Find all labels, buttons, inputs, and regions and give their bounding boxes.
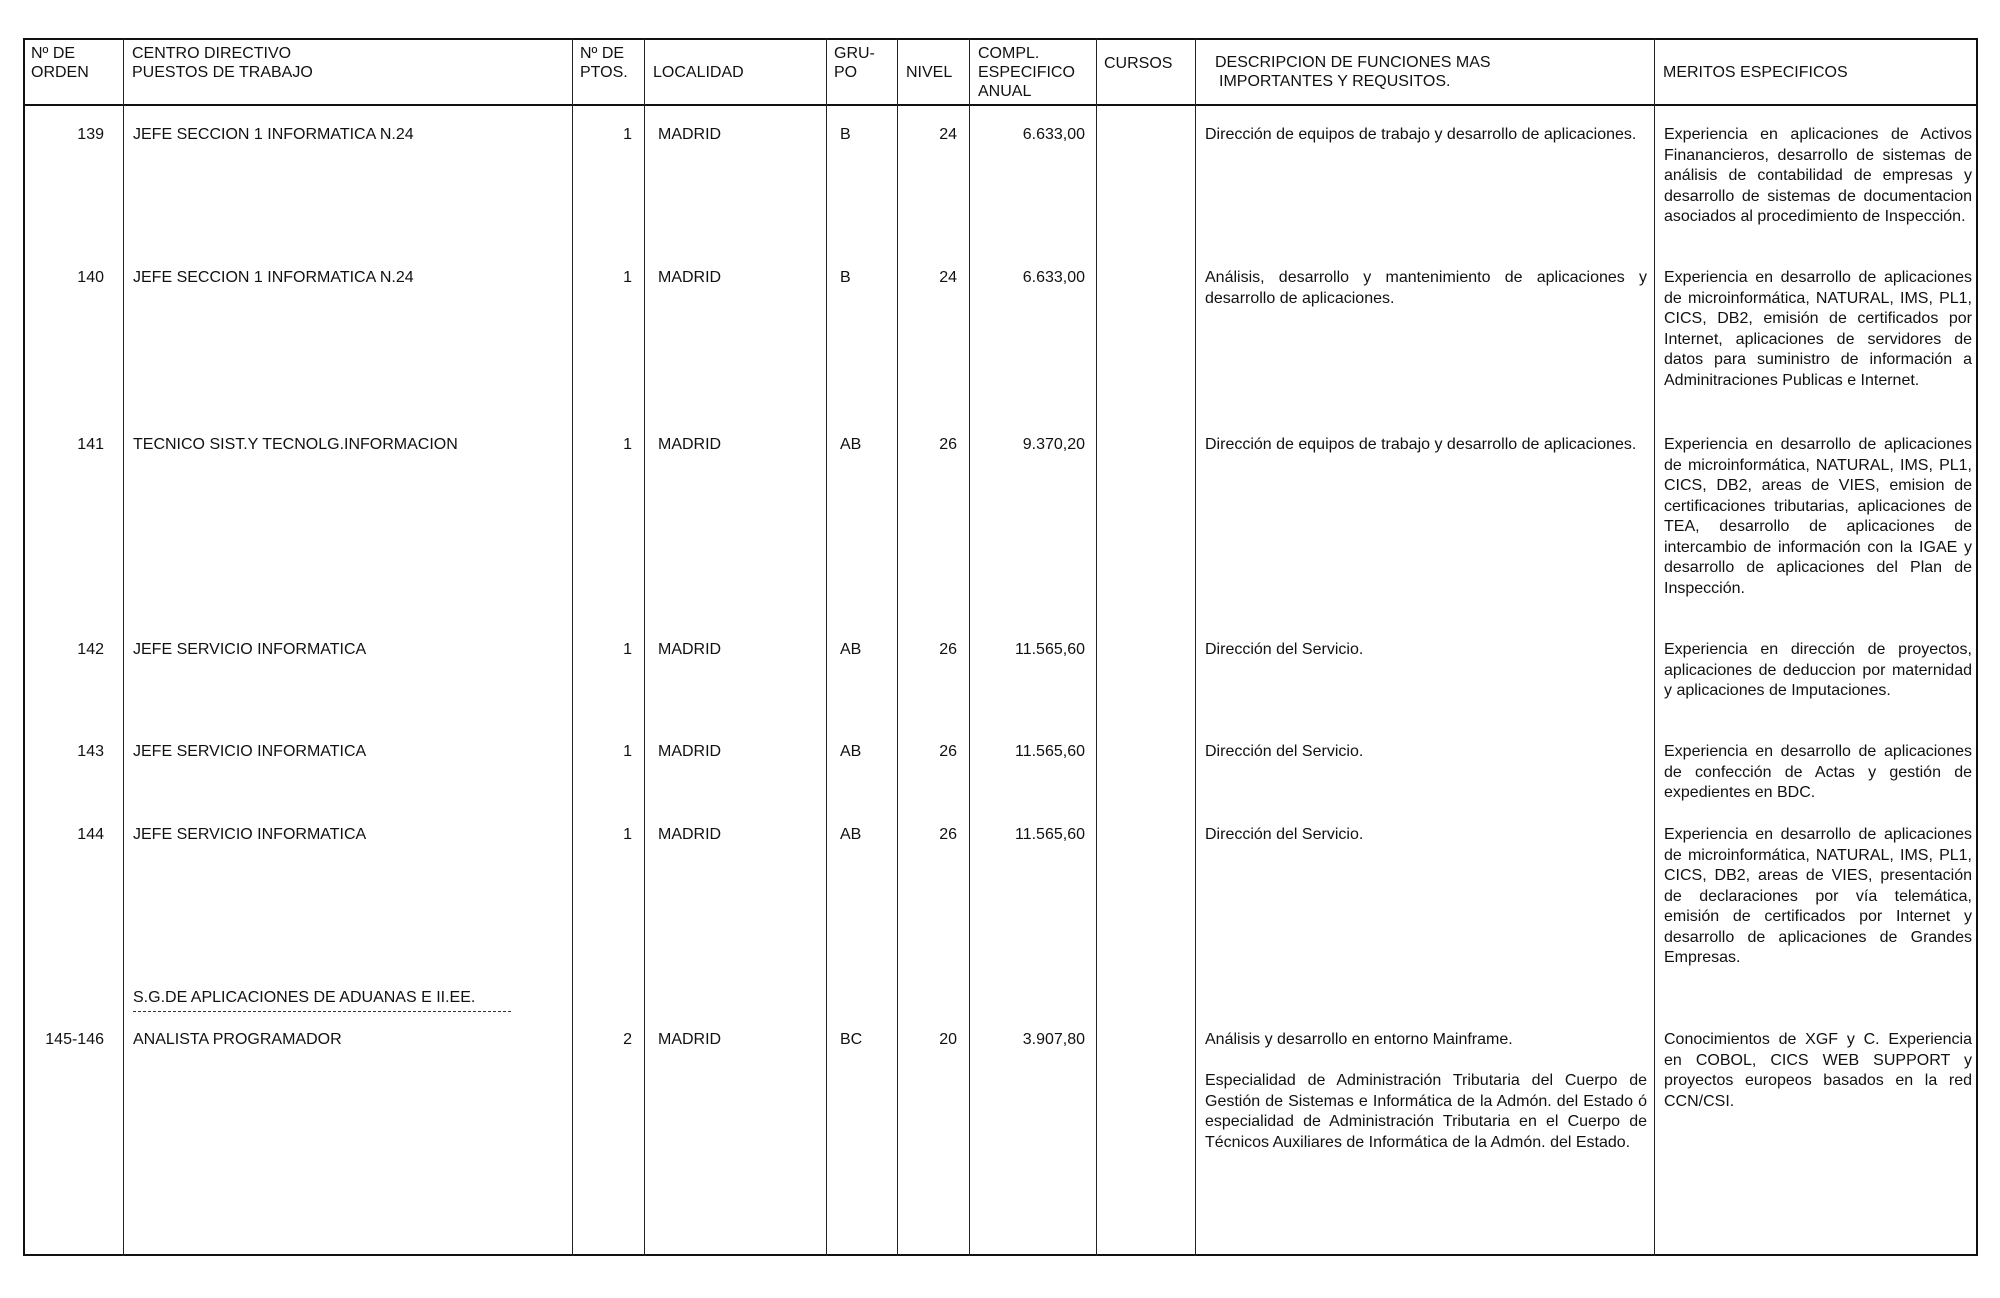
cell-ptos: 2 bbox=[623, 1031, 632, 1048]
column-divider bbox=[826, 38, 827, 1256]
header-grupo: GRU- PO bbox=[834, 45, 875, 81]
cell-orden: 139 bbox=[77, 126, 104, 143]
cell-localidad: MADRID bbox=[658, 641, 722, 658]
header-divider bbox=[23, 104, 1978, 106]
cell-nivel: 26 bbox=[939, 641, 957, 658]
cell-descripcion: Dirección de equipos de trabajo y desarrollo de aplicaciones. bbox=[1205, 436, 1637, 453]
column-divider bbox=[123, 38, 124, 1256]
cell-compl: 6.633,00 bbox=[1022, 126, 1085, 143]
header-localidad: LOCALIDAD bbox=[653, 64, 744, 81]
column-divider bbox=[969, 38, 970, 1256]
cell-meritos: Experiencia en dirección de proyectos, aplicaciones de deduccion por maternidad y aplicaciones de Imputaciones. bbox=[1664, 641, 1972, 699]
cell-descripcion: Dirección del Servicio. bbox=[1205, 826, 1364, 843]
column-divider bbox=[572, 38, 573, 1256]
cell-grupo: AB bbox=[840, 436, 862, 453]
cell-meritos: Experiencia en desarrollo de aplicaciones de microinformática, NATURAL, IMS, PL1, CICS, DB2, areas de VIES, emision de certificaciones tributarias, aplicaciones de TEA, desarrollo de aplicaciones de intercambio de información con la IGAE y desarrollo de aplicaciones del Plan de Inspección. bbox=[1664, 436, 1972, 597]
column-divider bbox=[1654, 38, 1655, 1256]
cell-ptos: 1 bbox=[623, 641, 632, 658]
cell-nivel: 20 bbox=[939, 1031, 957, 1048]
cell-descripcion: Dirección del Servicio. bbox=[1205, 743, 1364, 760]
cell-puesto: TECNICO SIST.Y TECNOLG.INFORMACION bbox=[133, 436, 458, 453]
cell-ptos: 1 bbox=[623, 126, 632, 143]
cell-localidad: MADRID bbox=[658, 436, 722, 453]
cell-ptos: 1 bbox=[623, 826, 632, 843]
cell-descripcion: Dirección de equipos de trabajo y desarrollo de aplicaciones. bbox=[1205, 126, 1637, 143]
cell-grupo: B bbox=[840, 269, 851, 286]
header-orden: Nº DE ORDEN bbox=[31, 45, 89, 81]
cell-localidad: MADRID bbox=[658, 269, 722, 286]
cell-compl: 11.565,60 bbox=[1015, 826, 1085, 843]
cell-descripcion: Análisis y desarrollo en entorno Mainframe. bbox=[1205, 1031, 1513, 1048]
cell-orden: 142 bbox=[77, 641, 104, 658]
column-divider bbox=[644, 38, 645, 1256]
cell-orden: 145-146 bbox=[45, 1031, 104, 1048]
header-nivel: NIVEL bbox=[906, 64, 953, 81]
cell-nivel: 26 bbox=[939, 743, 957, 760]
cell-descripcion: Análisis, desarrollo y mantenimiento de aplicaciones y desarrollo de aplicaciones. bbox=[1205, 269, 1647, 307]
column-divider bbox=[897, 38, 898, 1256]
header-meritos: MERITOS ESPECIFICOS bbox=[1663, 64, 1848, 81]
cell-puesto: ANALISTA PROGRAMADOR bbox=[133, 1031, 342, 1048]
cell-grupo: AB bbox=[840, 641, 862, 658]
cell-puesto: JEFE SERVICIO INFORMATICA bbox=[133, 826, 367, 843]
cell-compl: 3.907,80 bbox=[1022, 1031, 1085, 1048]
cell-meritos: Experiencia en desarrollo de aplicaciones de microinformática, NATURAL, IMS, PL1, CICS, DB2, emisión de certificados por Internet, aplicaciones de servidores de datos para suministro de información a Adminitraciones Publicas e Internet. bbox=[1664, 269, 1972, 389]
cell-descripcion: Dirección del Servicio. bbox=[1205, 641, 1364, 658]
cell-ptos: 1 bbox=[623, 269, 632, 286]
cell-meritos: Experiencia en desarrollo de aplicaciones de microinformática, NATURAL, IMS, PL1, CICS, DB2, areas de VIES, presentación de declaraciones por vía telemática, emisión de certificados por Internet y desarrollo de aplicaciones de Grandes Empresas. bbox=[1664, 826, 1972, 966]
cell-puesto: JEFE SECCION 1 INFORMATICA N.24 bbox=[133, 269, 414, 286]
cell-compl: 11.565,60 bbox=[1015, 743, 1085, 760]
cell-grupo: AB bbox=[840, 826, 862, 843]
cell-localidad: MADRID bbox=[658, 126, 722, 143]
cell-nivel: 24 bbox=[939, 269, 957, 286]
cell-puesto: JEFE SECCION 1 INFORMATICA N.24 bbox=[133, 126, 414, 143]
header-compl: COMPL. ESPECIFICO ANUAL bbox=[978, 45, 1075, 100]
cell-grupo: BC bbox=[840, 1031, 863, 1048]
header-centro: CENTRO DIRECTIVO PUESTOS DE TRABAJO bbox=[132, 45, 313, 81]
cell-nivel: 26 bbox=[939, 436, 957, 453]
cell-compl: 6.633,00 bbox=[1022, 269, 1085, 286]
section-heading: S.G.DE APLICACIONES DE ADUANAS E II.EE. bbox=[133, 989, 511, 1012]
cell-requisitos: Especialidad de Administración Tributaria del Cuerpo de Gestión de Sistemas e Informática de la Admón. del Estado ó especialidad de Administración Tributaria en el Cuerpo de Técnicos Auxiliares de Informática de la Admón. del Estado. bbox=[1205, 1072, 1647, 1151]
cell-grupo: AB bbox=[840, 743, 862, 760]
cell-orden: 144 bbox=[77, 826, 104, 843]
cell-meritos: Experiencia en desarrollo de aplicaciones de confección de Actas y gestión de expedientes en BDC. bbox=[1664, 743, 1972, 801]
header-cursos: CURSOS bbox=[1104, 55, 1173, 72]
cell-puesto: JEFE SERVICIO INFORMATICA bbox=[133, 641, 367, 658]
cell-puesto: JEFE SERVICIO INFORMATICA bbox=[133, 743, 367, 760]
cell-meritos: Conocimientos de XGF y C. Experiencia en COBOL, CICS WEB SUPPORT y proyectos europeos basados en la red CCN/CSI. bbox=[1664, 1031, 1972, 1110]
cell-localidad: MADRID bbox=[658, 826, 722, 843]
cell-grupo: B bbox=[840, 126, 851, 143]
cell-orden: 140 bbox=[77, 269, 104, 286]
cell-nivel: 26 bbox=[939, 826, 957, 843]
cell-localidad: MADRID bbox=[658, 1031, 722, 1048]
cell-meritos: Experiencia en aplicaciones de Activos Finanancieros, desarrollo de sistemas de análisis de contabilidad de empresas y desarrollo de sistemas de documentacion asociados al procedimiento de Inspección. bbox=[1664, 126, 1972, 225]
cell-compl: 11.565,60 bbox=[1015, 641, 1085, 658]
cell-ptos: 1 bbox=[623, 743, 632, 760]
column-divider bbox=[1195, 38, 1196, 1256]
header-descripcion: DESCRIPCION DE FUNCIONES MAS IMPORTANTES Y REQUSITOS. bbox=[1215, 54, 1491, 90]
cell-compl: 9.370,20 bbox=[1022, 436, 1085, 453]
cell-ptos: 1 bbox=[623, 436, 632, 453]
header-ptos: Nº DE PTOS. bbox=[580, 45, 628, 81]
column-divider bbox=[1096, 38, 1097, 1256]
cell-localidad: MADRID bbox=[658, 743, 722, 760]
cell-nivel: 24 bbox=[939, 126, 957, 143]
cell-orden: 141 bbox=[77, 436, 104, 453]
cell-orden: 143 bbox=[77, 743, 104, 760]
